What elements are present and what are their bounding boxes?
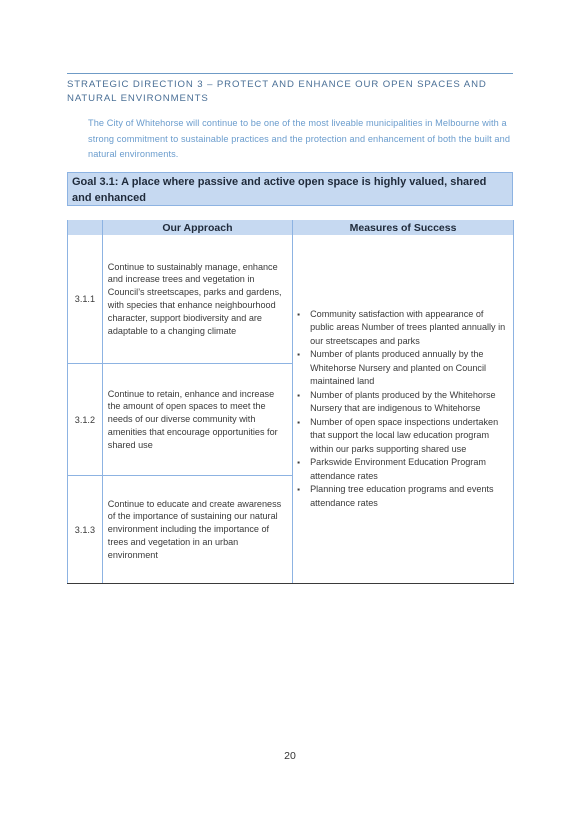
table-row bbox=[68, 235, 514, 364]
measure-item: ▪ Parkswide Environment Education Program attendance rates bbox=[310, 456, 509, 483]
goal-banner: Goal 3.1: A place where passive and active open space is highly valued, shared and enhanced bbox=[67, 172, 513, 206]
measure-item: ▪ Number of plants produced annually by the Whitehorse Nursery and planted on Council maintained land bbox=[310, 348, 509, 389]
measure-item: ▪ Number of open space inspections undertaken that support the local law education program within our parks supporting shared use bbox=[310, 416, 509, 457]
measure-item: ▪ Planning tree education programs and events attendance rates bbox=[310, 483, 509, 510]
approach-text: Continue to sustainably manage, enhance and increase trees and vegetation in Council’s streetscapes, parks and gardens, with species that enhance neighbourhood character, support biodiversity and are adaptable to a changing climate bbox=[102, 235, 292, 364]
row-number: 3.1.3 bbox=[68, 476, 103, 584]
intro-paragraph: The City of Whitehorse will continue to be one of the most liveable municipalities in Melbourne with a strong commitment to sustainable practices and the protection and enhancement of both the built and natural environments. bbox=[88, 118, 511, 159]
approach-measures-table bbox=[67, 220, 514, 584]
row-number: 3.1.1 bbox=[68, 235, 103, 364]
approach-text: Continue to retain, enhance and increase the amount of open spaces to meet the needs of our diverse community with amenities that encourage opportunities for shared use bbox=[102, 364, 292, 476]
measure-item: ▪ Number of plants produced by the Whitehorse Nursery that are indigenous to Whitehorse bbox=[310, 389, 509, 416]
measures-list bbox=[297, 308, 509, 511]
row-number: 3.1.2 bbox=[68, 364, 103, 476]
header-our-approach: Our Approach bbox=[102, 220, 292, 235]
approach-text: Continue to educate and create awareness of the importance of sustaining our natural environment including the importance of trees and vegetation in an urban environment bbox=[102, 476, 292, 584]
measure-item: ▪ Community satisfaction with appearance of public areas Number of trees planted annually in our streetscapes and parks bbox=[310, 308, 509, 349]
header-measures-of-success: Measures of Success bbox=[293, 220, 514, 235]
page-number: 20 bbox=[284, 750, 296, 762]
section-heading: STRATEGIC DIRECTION 3 – PROTECT AND ENHANCE OUR OPEN SPACES AND NATURAL ENVIRONMENTS bbox=[67, 73, 513, 106]
measures-cell bbox=[293, 235, 514, 584]
table-header-row bbox=[68, 220, 514, 235]
header-num bbox=[68, 220, 103, 235]
